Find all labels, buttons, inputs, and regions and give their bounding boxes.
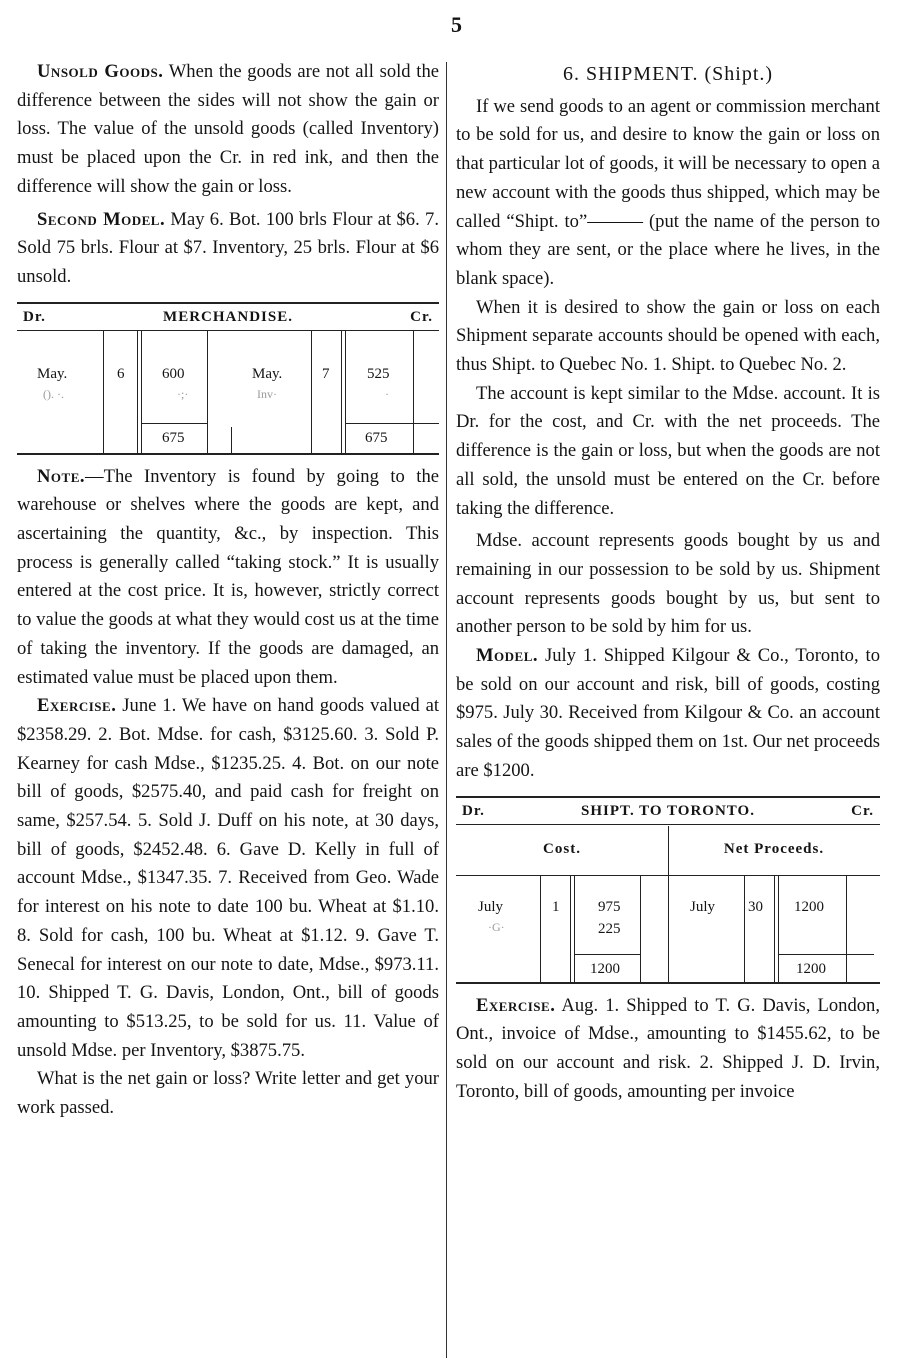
question-paragraph: What is the net gain or loss? Write letter and get your work passed. [17, 1068, 439, 1119]
shipment-ledger-header [456, 798, 880, 825]
ledger-left-month: May. [37, 365, 68, 382]
ledger-right-month-faint: Inv· [257, 386, 277, 401]
ledger-rule [103, 331, 104, 453]
ledger-left-month-faint: (). ·. [43, 386, 64, 401]
ledger-right-day: 7 [322, 365, 330, 382]
ledger-body [17, 331, 439, 453]
net-proceeds-label: Net Proceeds. [723, 841, 825, 858]
shipment-right-amount: 1200 [794, 898, 824, 915]
shipment-left-amount: 975 [598, 898, 621, 915]
ledger-total-rule [141, 423, 207, 424]
second-model-lead: Second Model. [37, 208, 166, 230]
exercise-paragraph [17, 692, 439, 1065]
merchandise-ledger [17, 302, 439, 455]
shipment-left-total: 1200 [590, 960, 620, 977]
shipment-ledger-dr: Dr. [462, 802, 485, 819]
shipment-ledger [456, 796, 880, 984]
shipment-ledger-body [456, 876, 880, 982]
ledger-right-amount: 525 [367, 365, 390, 382]
model-paragraph [456, 642, 880, 786]
ledger-left-amount-faint: ·;· [177, 386, 189, 401]
account-kept-paragraph: The account is kept similar to the Mdse. account. It is Dr. for the cost, and Cr. with the net proceeds. The difference is the gain or loss, but when the goods are not all sold, the unsold must be entered on the Cr. before taking the difference. [456, 382, 880, 519]
ledger-right-total: 675 [365, 429, 388, 446]
shipment-rule [540, 876, 541, 982]
ledger-rule [141, 331, 142, 453]
exercise-text: June 1. We have on hand goods valued at $2358.29. 2. Bot. Mdse. for cash, $3125.60. 3. Sold P. Kearney for cash Mdse., $1235.25. 4. Bot. on our note bill of goods, $2575.40, and paid cash for freight on same, $257.54. 5. Sold J. Duff on his note, at 30 days, bill of goods, $2452.48. 6. Gave D. Kelly in full of account Mdse., $1347.35. 7. Received from Geo. Wade for interest on his note to date 100 bu. Wheat at $1.10. 8. Sold for cash, 100 bu. Wheat at $1.12. 9. Gave T. Senecal for interest on our note to date, Mdse., $973.11. 10. Shipped T. G. Davis, London, Ont., bill of goods amounting to $513.25, to be sold for us. 11. Value of unsold Mdse. per Inventory, $3875.75. [17, 695, 439, 1061]
ledger-rule [341, 331, 342, 453]
second-model-paragraph [17, 206, 439, 292]
note-text: —The Inventory is found by going to the warehouse or shelves where the goods are kept, and ascertaining the quantity, &c., by inspection. This process is generally called “taking stock.” It is usually entered at the cost price. It is, however, strictly correct to value the goods at what they would cost us at the time of taking the inventory. If the goods are damaged, an estimated value must be placed upon them. [17, 465, 439, 688]
ledger-right-month: May. [252, 365, 283, 382]
model-text: July 1. Shipped Kilgour & Co., Toronto, to be sold on our account and risk, bill of goods, costing $975. July 30. Received from Kilgour & Co. an account sales of the goods shipped them on 1st. Our net proceeds are $1200. [456, 645, 880, 781]
shipment-exercise-text: Aug. 1. Shipped to T. G. Davis, London, Ont., invoice of Mdse., amounting to $1455.62, to be sold on our account and risk. 2. Shipped J. D. Irvin, Toronto, bill of goods, amounting per invoice [456, 994, 880, 1102]
shipment-rule [574, 876, 575, 982]
shipment-left-day: 1 [552, 898, 560, 915]
ledger-rule [311, 331, 312, 453]
shipment-heading: 6. SHIPMENT. (Shipt.) [562, 63, 774, 85]
shipment-ledger-title: SHIPT. TO TORONTO. [581, 802, 755, 819]
ledger-rule [207, 331, 208, 453]
ledger-title: MERCHANDISE. [163, 308, 293, 325]
ledger-left-amount: 600 [162, 365, 185, 382]
ledger-rule [231, 427, 232, 453]
note-paragraph [17, 463, 439, 693]
ledger-rule [137, 331, 138, 453]
shipment-rule [778, 876, 779, 982]
unsold-goods-text: When the goods are not all sold the difference between the sides will not show the gain or loss. The value of the unsold goods (called Inventory) must be placed upon the Cr. in red ink, and then the difference will show the gain or loss. [17, 61, 440, 197]
ledger-right-amount-faint: · [385, 386, 389, 401]
shipment-left-amount-2: 225 [598, 920, 621, 937]
shipment-left-month: July [478, 898, 504, 915]
shipment-right-total: 1200 [796, 960, 826, 977]
shipment-rule [744, 876, 745, 982]
ledger-dr: Dr. [23, 308, 46, 325]
shipment-total-rule [778, 954, 874, 955]
shipment-rule [846, 876, 847, 982]
ledger-rule [413, 331, 414, 453]
shipment-right-day: 30 [748, 898, 763, 915]
model-lead: Model. [476, 645, 539, 667]
shipment-rule [640, 876, 641, 982]
shipment-rule [774, 876, 775, 982]
shipment-rule [570, 876, 571, 982]
exercise-lead: Exercise. [37, 695, 117, 717]
ledger-left-total: 675 [162, 429, 185, 446]
shipment-left-month-faint: ·G· [488, 919, 505, 934]
shipment-total-rule [574, 954, 640, 955]
column-divider [446, 62, 447, 1358]
shipment-right-month: July [690, 898, 716, 915]
unsold-goods-lead: Unsold Goods. [37, 61, 164, 82]
ledger-header [17, 304, 439, 331]
separate-accounts-paragraph: When it is desired to show the gain or loss on each Shipment separate accounts should be opened with each, thus Shipt. to Quebec No. 1. Shipt. to Quebec No. 2. [456, 296, 880, 376]
second-model-text: May 6. Bot. 100 brls Flour at $6. 7. Sold 75 brls. Flour at $7. Inventory, 25 brls. Flour at $6 unsold. [17, 208, 439, 287]
ledger-total-rule [345, 423, 439, 424]
ledger-rule [345, 331, 346, 453]
page-number: 5 [451, 12, 462, 37]
unsold-goods-paragraph [17, 58, 439, 202]
note-lead: Note. [37, 465, 86, 487]
shipment-ledger-cr: Cr. [851, 802, 874, 819]
shipment-intro-paragraph: If we send goods to an agent or commission merchant to be sold for us, and desire to know the gain or loss on that particular lot of goods, it will be necessary to open a new account with the goods thus shipped, which may be called “Shipt. to”——— (put the name of the person to whom they are sent, or the place where he lives, in the blank space). [456, 95, 880, 289]
shipment-center-rule [668, 826, 669, 982]
ledger-left-day: 6 [117, 365, 125, 382]
left-column [17, 58, 439, 1123]
mdse-represents-paragraph: Mdse. account represents goods bought by us and remaining in our possession to be sold by us. Shipment account represents goods bought by us, but sent to another person to be sold by him for us. [456, 530, 880, 638]
shipment-exercise-lead: Exercise. [476, 994, 556, 1016]
cost-label: Cost. [543, 841, 581, 858]
right-column [456, 58, 880, 1106]
shipment-exercise-paragraph [456, 992, 880, 1107]
ledger-cr: Cr. [410, 308, 433, 325]
